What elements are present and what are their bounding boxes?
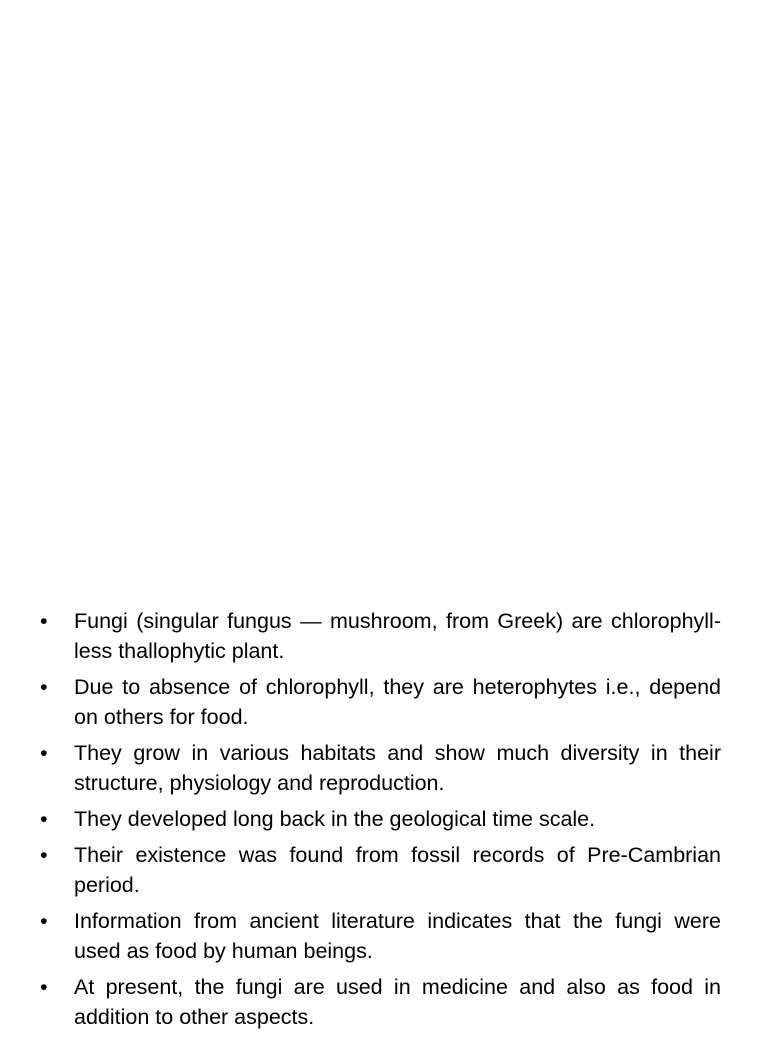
- bullet-text: Their existence was found from fossil records of Pre-Cambrian period.: [74, 843, 721, 897]
- bullet-text: At present, the fungi are used in medicine and also as food in addition to other aspects.: [74, 975, 721, 1029]
- bullet-point-icon: •: [40, 975, 48, 999]
- bullet-text: They grow in various habitats and show much diversity in their structure, physiology and reproduction.: [74, 741, 721, 795]
- bullet-point-icon: •: [40, 675, 48, 699]
- bullet-list: [40, 606, 721, 1038]
- bullet-point-icon: •: [40, 609, 48, 633]
- bullet-point-icon: •: [40, 843, 48, 867]
- bullet-text: They developed long back in the geological time scale.: [74, 807, 596, 831]
- list-item: [40, 906, 721, 966]
- list-item: [40, 972, 721, 1032]
- bullet-point-icon: •: [40, 741, 48, 765]
- bullet-point-icon: •: [40, 807, 48, 831]
- bullet-text: Information from ancient literature indicates that the fungi were used as food by human beings.: [74, 909, 721, 963]
- list-item: [40, 804, 721, 834]
- list-item: [40, 672, 721, 732]
- bullet-text: Due to absence of chlorophyll, they are heterophytes i.e., depend on others for food.: [74, 675, 721, 729]
- list-item: [40, 606, 721, 666]
- bullet-text: Fungi (singular fungus — mushroom, from Greek) are chlorophyll-less thallophytic plant.: [74, 609, 721, 663]
- bullet-point-icon: •: [40, 909, 48, 933]
- list-item: [40, 738, 721, 798]
- list-item: [40, 840, 721, 900]
